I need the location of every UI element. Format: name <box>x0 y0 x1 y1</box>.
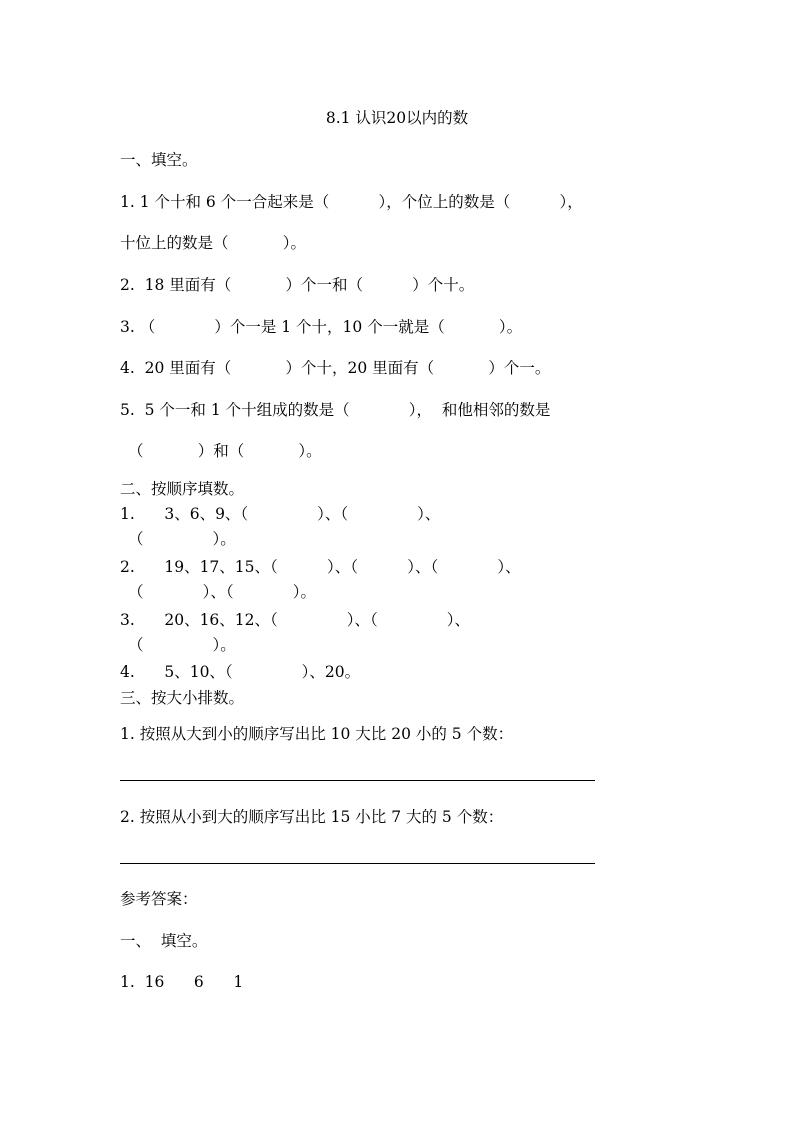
question-4: 4. 20 里面有（ ）个十，20 里面有（ ）个一。 <box>120 359 551 377</box>
worksheet-title: 8.1 认识20以内的数 <box>325 109 469 127</box>
question-2: 2. 18 里面有（ ）个一和（ ）个十。 <box>120 276 475 294</box>
answer-key-heading: 参考答案： <box>120 890 198 908</box>
question-3: 3. （ ）个一是 1 个十，10 个一就是（ ）。 <box>120 318 523 336</box>
answer-line-2 <box>120 863 595 864</box>
sequence-4: 4. 5、10、（ ）、20。 <box>120 663 361 681</box>
section-heading-fill-blanks: 一、填空。 <box>120 151 198 169</box>
answer-key-item-1: 1. 16 6 1 <box>120 973 244 991</box>
question-5-line-1: 5. 5 个一和 1 个十组成的数是（ ）， 和他相邻的数是 <box>120 401 551 419</box>
sequence-3-line-1: 3. 20、16、12、（ ）、（ ）、 <box>120 611 470 629</box>
question-5-line-2: （ ）和（ ）。 <box>128 442 322 460</box>
question-1-line-2: 十位上的数是（ ）。 <box>120 234 306 252</box>
section-heading-sequence: 二、按顺序填数。 <box>120 480 245 498</box>
section-heading-order: 三、按大小排数。 <box>120 689 245 707</box>
question-1-line-1: 1. 1 个十和 6 个一合起来是（ ），个位上的数是（ ）， <box>120 193 583 211</box>
sequence-2-line-1: 2. 19、17、15、（ ）、（ ）、（ ）、 <box>120 558 521 576</box>
order-question-1: 1. 按照从大到小的顺序写出比 10 大比 20 小的 5 个数： <box>120 725 514 743</box>
sequence-3-line-2: （ ）。 <box>128 636 236 654</box>
sequence-1-line-2: （ ）。 <box>128 530 236 548</box>
answer-key-section-1: 一、 填空。 <box>120 932 208 950</box>
order-question-2: 2. 按照从小到大的顺序写出比 15 小比 7 大的 5 个数： <box>120 808 504 826</box>
answer-line-1 <box>120 780 595 781</box>
sequence-2-line-2: （ ）、（ ）。 <box>128 583 316 601</box>
sequence-1-line-1: 1. 3、6、9、（ ）、（ ）、 <box>120 505 441 523</box>
